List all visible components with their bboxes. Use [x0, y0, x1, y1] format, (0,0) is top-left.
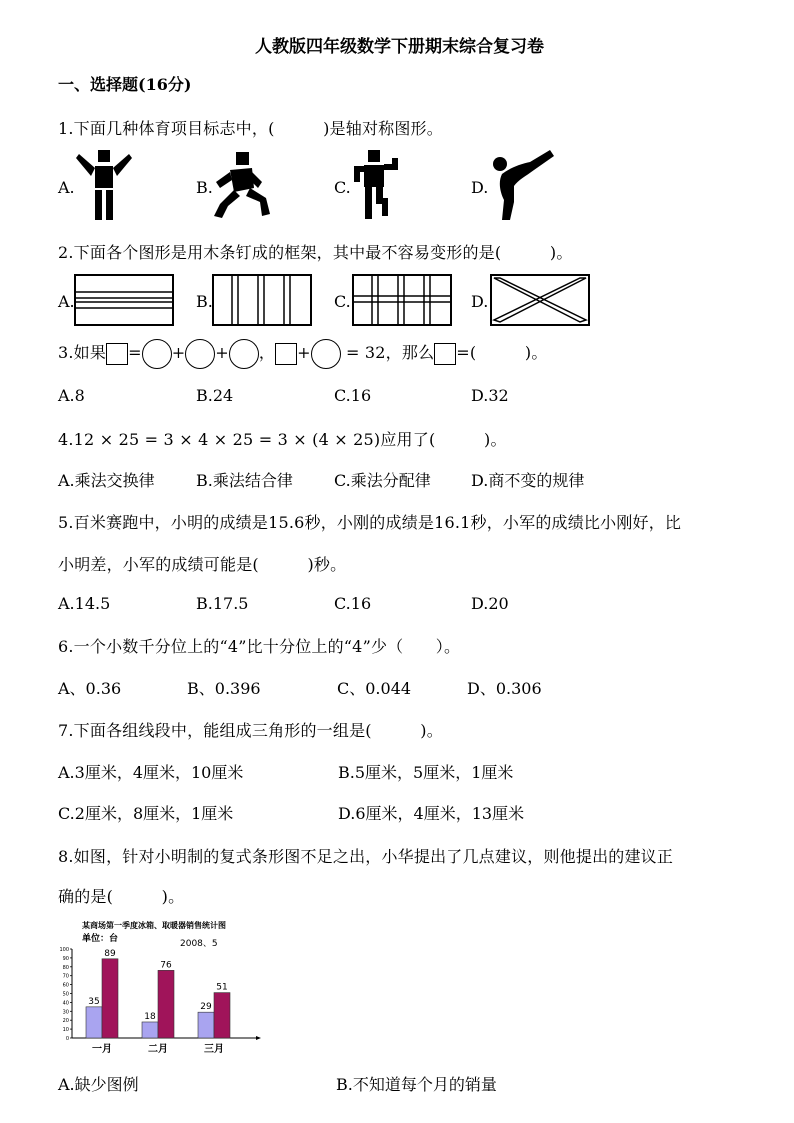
- q1-option-d: D.: [471, 178, 489, 197]
- y-tick-label: 40: [62, 1000, 69, 1007]
- q8-option-b: B.不知道每个月的销量: [336, 1075, 497, 1094]
- question-6: 6.一个小数千分位上的“4”比十分位上的“4”少（ ）。: [58, 637, 461, 656]
- data-label: 35: [88, 996, 100, 1007]
- question-8-line-2: 确的是( )。: [58, 887, 185, 906]
- question-8-line-1: 8.如图，针对小明制的复式条形图不足之出，小华提出了几点建议，则他提出的建议正: [58, 847, 674, 866]
- q1-option-c: C.: [334, 178, 351, 197]
- bar-冰箱-一月: [86, 1007, 102, 1038]
- chart-unit: 单位：台: [82, 934, 119, 944]
- circle-symbol: [185, 339, 215, 369]
- q3-option-d: D.32: [471, 386, 509, 405]
- square-symbol: [106, 343, 128, 365]
- q7-option-b: B.5厘米，5厘米，1厘米: [338, 763, 514, 782]
- q5-option-a: A.14.5: [58, 594, 111, 613]
- y-tick-label: 60: [62, 982, 69, 989]
- bar-chart: [58, 916, 268, 1062]
- sport-icon-c: [352, 150, 402, 220]
- q7-option-c: C.2厘米，8厘米，1厘米: [58, 804, 234, 823]
- circle-symbol: [311, 339, 341, 369]
- q2-option-d: D.: [471, 292, 489, 311]
- x-tick-label: 三月: [204, 1044, 224, 1055]
- section-heading: 一、选择题(16分): [58, 75, 192, 94]
- circle-symbol: [229, 339, 259, 369]
- bar-冰箱-二月: [142, 1022, 158, 1038]
- sport-icon-b: [210, 152, 276, 218]
- q3-answer-blank: =( )。: [456, 343, 548, 362]
- q3-plus: +: [297, 343, 311, 362]
- q3-prefix: 3.如果: [58, 343, 107, 362]
- question-7: 7.下面各组线段中，能组成三角形的一组是( )。: [58, 721, 443, 740]
- frame-b: [212, 274, 312, 326]
- y-tick-label: 30: [62, 1009, 69, 1016]
- q3-option-a: A.8: [58, 386, 85, 405]
- q5-option-c: C.16: [334, 594, 372, 613]
- question-2: 2.下面各个图形是用木条钉成的框架，其中最不容易变形的是( )。: [58, 243, 573, 262]
- q3-comma: ，: [258, 343, 276, 362]
- q4-option-b: B.乘法结合律: [196, 471, 293, 490]
- q6-option-d: D、0.306: [467, 679, 542, 698]
- q3-plus: +: [215, 343, 229, 362]
- q3-equation: = 32，那么: [346, 343, 435, 362]
- square-symbol: [275, 343, 297, 365]
- q4-option-a: A.乘法交换律: [58, 471, 155, 490]
- q7-option-d: D.6厘米，4厘米，13厘米: [338, 804, 525, 823]
- question-5-line-2: 小明差，小军的成绩可能是( )秒。: [58, 555, 347, 574]
- data-label: 29: [200, 1002, 212, 1013]
- y-tick-label: 50: [62, 991, 69, 998]
- q2-option-b: B.: [196, 292, 213, 311]
- q6-option-c: C、0.044: [337, 679, 412, 698]
- square-symbol: [434, 343, 456, 365]
- data-label: 89: [104, 948, 116, 959]
- bar-取暖器-一月: [102, 959, 118, 1038]
- q4-option-d: D.商不变的规律: [471, 471, 585, 490]
- page-title: 人教版四年级数学下册期末综合复习卷: [255, 37, 544, 57]
- q2-option-a: A.: [58, 292, 75, 311]
- data-label: 76: [160, 960, 172, 971]
- question-4: 4.12 × 25 = 3 × 4 × 25 = 3 × (4 × 25)应用了( )。: [58, 430, 507, 449]
- chart-date: 2008、5: [180, 939, 218, 949]
- q4-option-c: C.乘法分配律: [334, 471, 431, 490]
- data-label: 18: [144, 1011, 156, 1022]
- y-tick-label: 80: [62, 964, 69, 971]
- q5-option-d: D.20: [471, 594, 509, 613]
- question-3: [58, 338, 548, 369]
- bar-取暖器-二月: [158, 970, 174, 1038]
- data-label: 51: [216, 982, 228, 993]
- question-1: 1.下面几种体育项目标志中，( )是轴对称图形。: [58, 119, 443, 138]
- y-tick-label: 90: [62, 955, 69, 962]
- q1-option-b: B.: [196, 178, 213, 197]
- q6-option-b: B、0.396: [187, 679, 261, 698]
- bar-冰箱-三月: [198, 1012, 214, 1038]
- y-tick-label: 10: [62, 1027, 69, 1034]
- circle-symbol: [142, 339, 172, 369]
- q1-option-a: A.: [58, 178, 75, 197]
- y-tick-label: 100: [59, 947, 69, 953]
- y-tick-label: 70: [62, 973, 69, 980]
- x-axis-arrow: [256, 1036, 261, 1040]
- y-tick-label: 0: [65, 1036, 69, 1042]
- q3-equals: =: [128, 343, 142, 362]
- q6-option-a: A、0.36: [58, 679, 122, 698]
- y-tick-label: 20: [62, 1018, 69, 1025]
- chart-title: 某商场第一季度冰箱、取暖器销售统计图: [82, 921, 226, 930]
- sport-icon-a: [76, 150, 132, 222]
- frame-d: [490, 274, 590, 326]
- bar-取暖器-三月: [214, 993, 230, 1038]
- sport-icon-d: [488, 150, 554, 222]
- q3-option-b: B.24: [196, 386, 234, 405]
- q2-option-c: C.: [334, 292, 351, 311]
- q8-option-a: A.缺少图例: [58, 1075, 139, 1094]
- question-5-line-1: 5.百米赛跑中，小明的成绩是15.6秒，小刚的成绩是16.1秒，小军的成绩比小刚好，比: [58, 513, 682, 532]
- frame-c: [352, 274, 452, 326]
- q3-plus: +: [171, 343, 186, 362]
- q5-option-b: B.17.5: [196, 594, 249, 613]
- frame-a: [74, 274, 174, 326]
- x-tick-label: 二月: [148, 1044, 168, 1055]
- q7-option-a: A.3厘米，4厘米，10厘米: [58, 763, 244, 782]
- q3-option-c: C.16: [334, 386, 372, 405]
- x-tick-label: 一月: [92, 1044, 112, 1055]
